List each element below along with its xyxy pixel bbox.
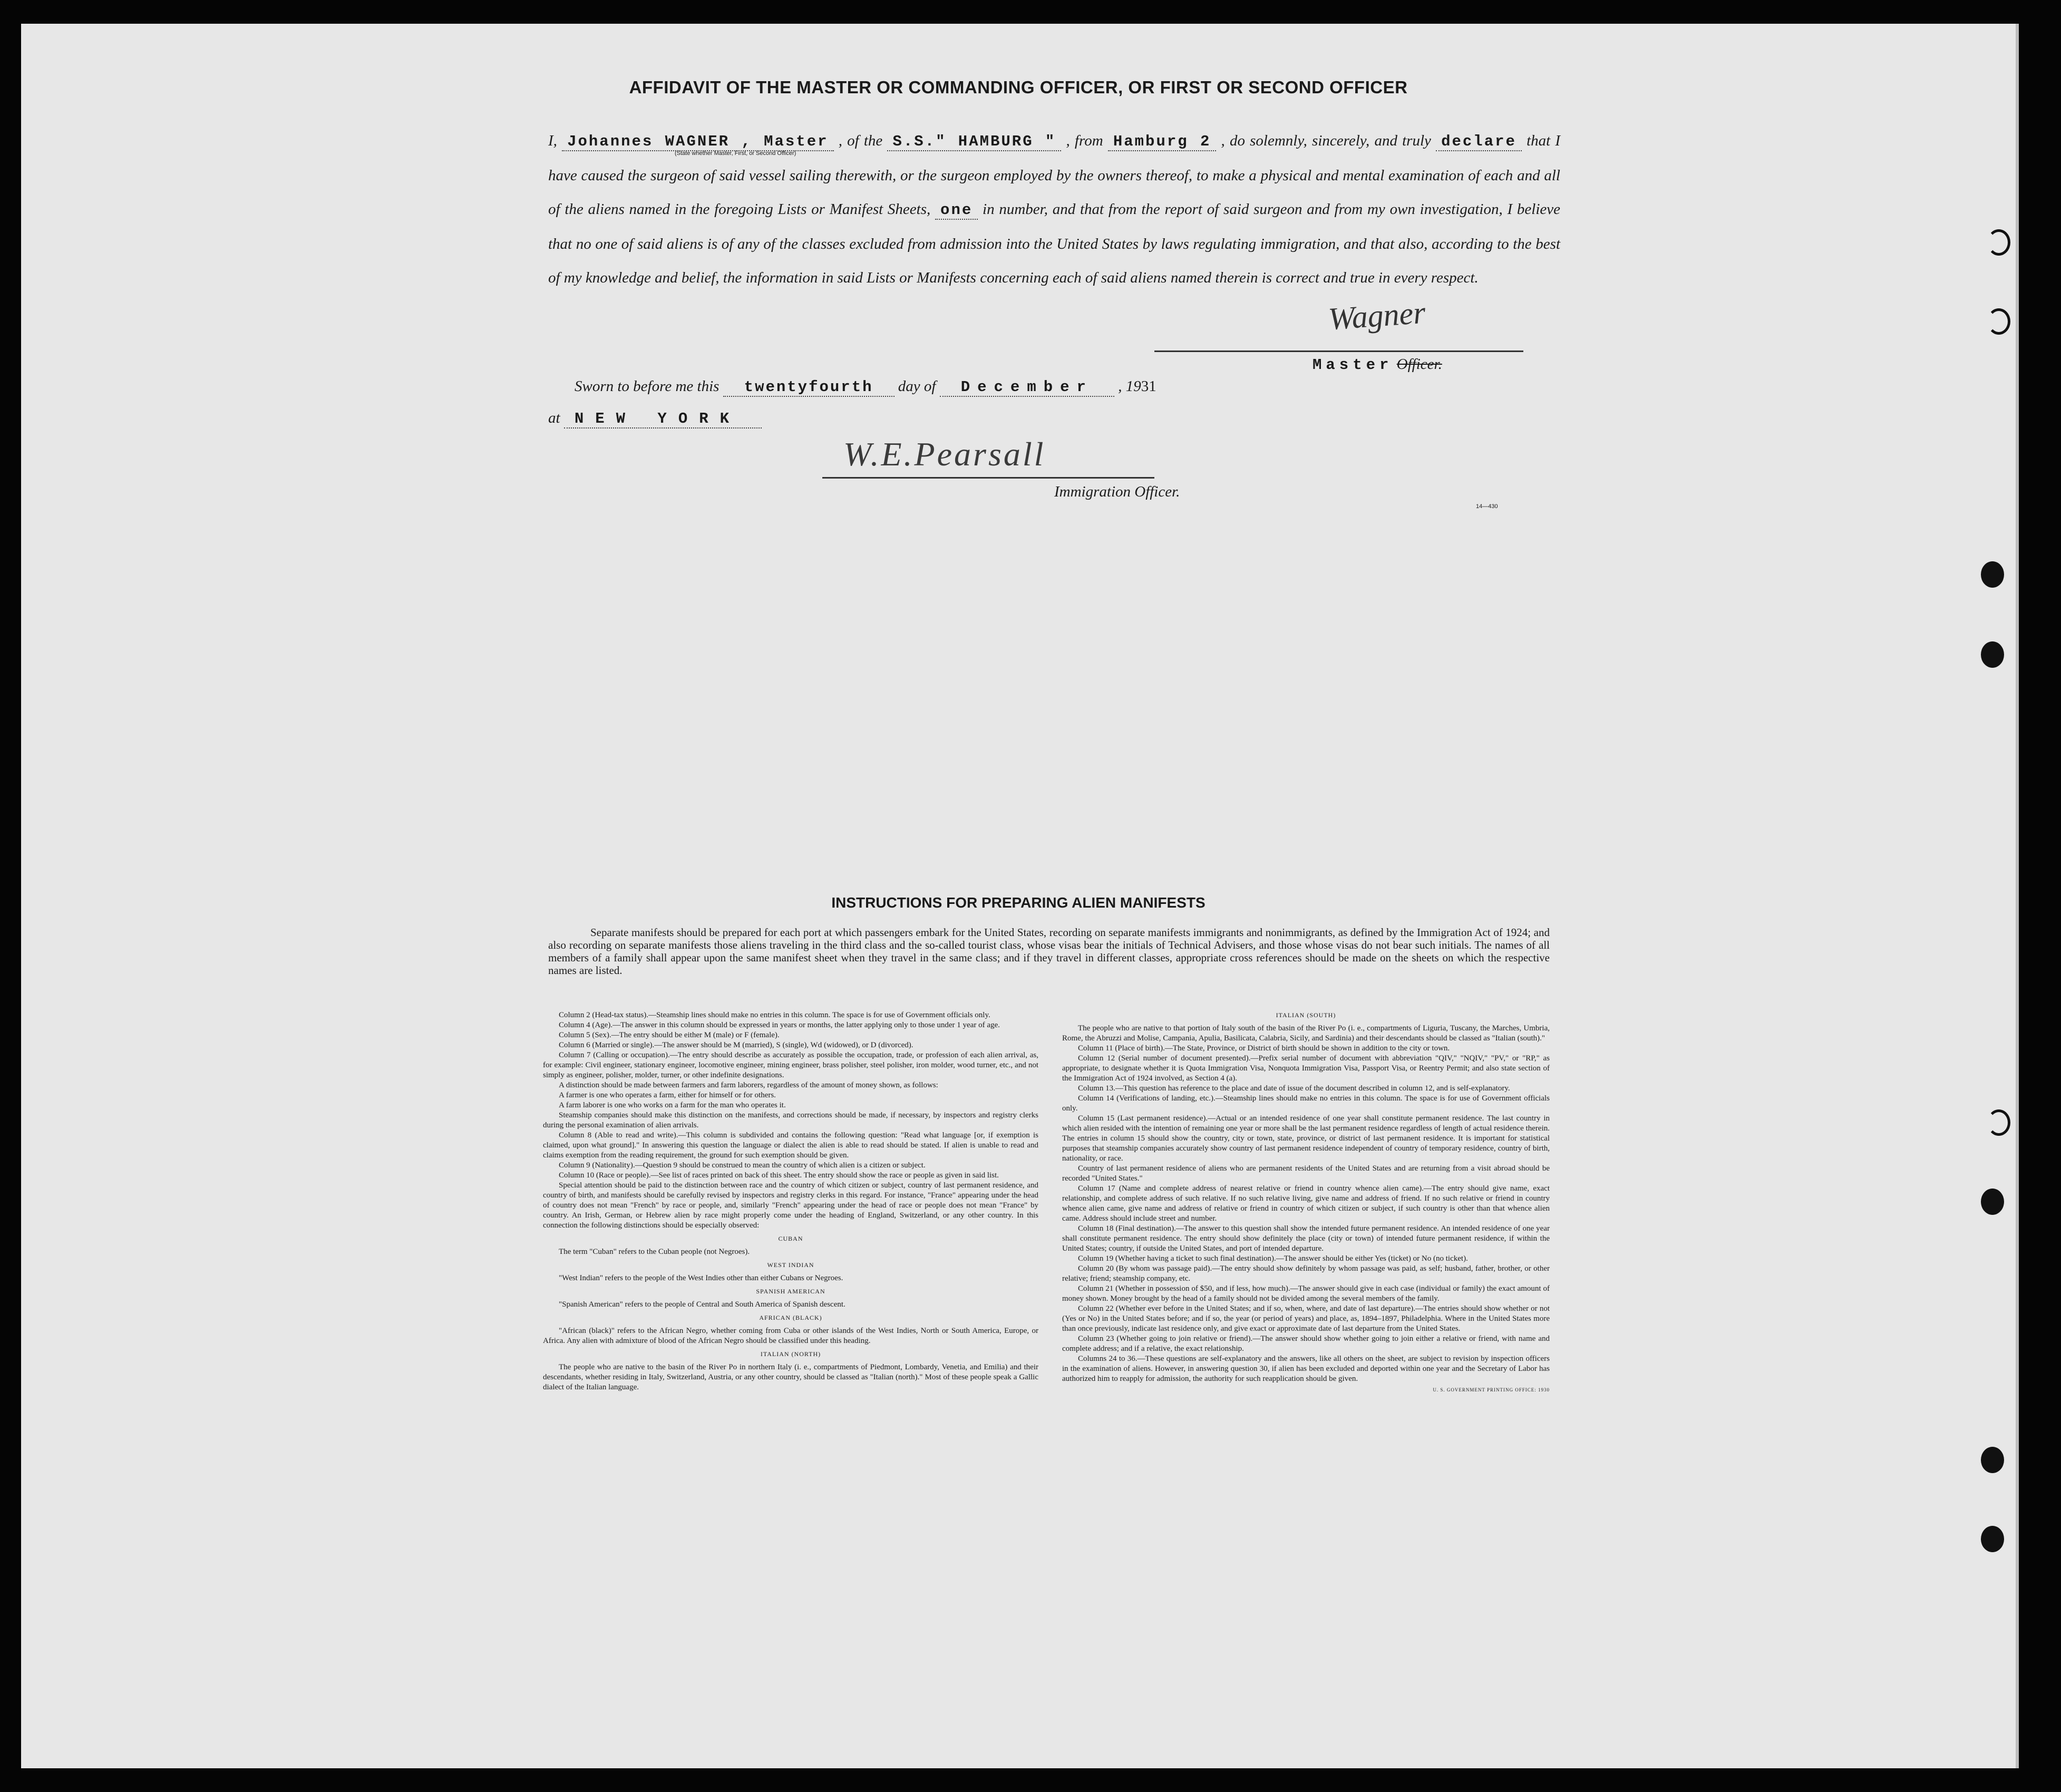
instruction-paragraph: A distinction should be made between farmers and farm laborers, regardless of the amount of money shown, as follows: [559, 1081, 938, 1089]
heading-italian-north: ITALIAN (NORTH) [760, 1350, 821, 1358]
binder-hole [1981, 641, 2004, 668]
officer-signature: W.E.Pearsall [843, 435, 1046, 473]
day-field: twentyfourth [723, 378, 895, 397]
heading-spanish-american: SPANISH AMERICAN [756, 1288, 825, 1295]
instruction-paragraph: Steamship companies should make this distinction on the manifests, and corrections should be made, if necessary, by inspectors and registry clerks during the personal examination of alien arrivals. [543, 1111, 1038, 1129]
instruction-paragraph: Column 2 (Head-tax status).—Steamship lines should make no entries in this column. The space is for use of Government officials only. [559, 1011, 990, 1019]
declare-field: declare [1436, 133, 1522, 151]
port-field: Hamburg 2 [1108, 133, 1217, 151]
instructions-left-column [543, 1010, 1038, 1392]
instruction-paragraph: Column 13.—This question has reference to the place and date of issue of the document described in column 12, and is self-explanatory. [1078, 1084, 1510, 1093]
instruction-paragraph: Column 9 (Nationality).—Question 9 should be construed to mean the country of which alien is a citizen or subject. [559, 1161, 926, 1170]
month-field: December [940, 378, 1114, 397]
instruction-paragraph: Column 11 (Place of birth).—The State, Province, or District of birth should be shown in addition to the city or town. [1078, 1044, 1450, 1053]
instruction-paragraph: Column 15 (Last permanent residence).—Actual or an intended residence of one year shall constitute permanent residence. The last country in which alien resided with the intention of remaining one year or more shall be the last permanent residence regardless of length of actual residence therein. The entries in column 15 should show the country, city or town, state, province, or district of last permanent residence. It is important for statistical purposes that steamship companies accurately show country of last permanent residence independent of country of temporary residence, country of birth, nationality, or race. [1062, 1114, 1550, 1163]
do-label: , do [1221, 132, 1245, 149]
from-label: , from [1066, 132, 1103, 149]
instruction-paragraph: Column 23 (Whether going to join relative or friend).—The answer should show whether going to join either a relative or friend, with name and complete address; and if a relative, the exact relationship. [1062, 1335, 1550, 1353]
place-field: NEW YORK [564, 410, 762, 428]
instruction-paragraph: Column 10 (Race or people).—See list of races printed on back of this sheet. The entry should show the race or people as given in said list. [559, 1171, 999, 1180]
instruction-paragraph: Column 7 (Calling or occupation).—The entry should describe as accurately as possible the occupation, trade, or profession of each alien arrival, as, for example: Civil engineer, stationary engineer, locomotive engineer, mining engineer, brass polisher, steel polisher, iron molder, wood turner, etc., and not simply as engineer, polisher, molder, turner, or other indefinite designations. [543, 1051, 1038, 1079]
heading-african: AFRICAN (BLACK) [759, 1314, 822, 1321]
instruction-paragraph: Column 20 (By whom was passage paid).—The entry should show definitely by whom passage was paid, as self; husband, father, brother, or other relative; friend; steamship company, etc. [1062, 1264, 1550, 1283]
instruction-paragraph: Column 5 (Sex).—The entry should be either M (male) or F (female). [559, 1031, 780, 1039]
heading-italian-south: ITALIAN (SOUTH) [1276, 1011, 1336, 1019]
instruction-paragraph: Column 4 (Age).—The answer in this column should be expressed in years or months, the latter applying only to those under 1 year of age. [559, 1021, 1000, 1029]
master-signature: Wagner [1327, 295, 1427, 337]
binder-hole [1987, 1109, 2010, 1136]
affidavit-text-1: that I have caused the surgeon of said vessel sailing therewith, or the surgeon employed by the owners thereof, to make a physical and mental examination of each and all of the aliens named in the foregoing Lists or Manifest Sheets, [548, 132, 1561, 218]
instructions-title: INSTRUCTIONS FOR PREPARING ALIEN MANIFESTS [831, 894, 1206, 911]
instruction-paragraph: Country of last permanent residence of aliens who are permanent residents of the United States and are returning from a visit abroad should be recorded "United States." [1062, 1164, 1550, 1183]
vessel-field: S.S." HAMBURG " [887, 133, 1061, 151]
instruction-paragraph: A farm laborer is one who works on a farm for the man who operates it. [559, 1101, 786, 1109]
at-label: at [548, 410, 560, 426]
spanish-american-text: "Spanish American" refers to the people of Central and South America of Spanish descent. [559, 1300, 845, 1309]
instruction-paragraph: Column 17 (Name and complete address of nearest relative or friend in country whence alien came).—The entry should give name, exact relationship, and complete address of such relative. If no such relative living, give name and address of friend. If no such relative or friend in country whence alien came, give name and address of relative or friend in country of which citizen or subject, if such country is other than that whence alien came. Address should include street and number. [1062, 1184, 1550, 1223]
sworn-text: Sworn to before me this [575, 378, 720, 395]
instruction-paragraph: Special attention should be paid to the distinction between race and the country of which citizen or subject, country of last permanent residence, and country of birth, and manifests should be carefully revised by inspectors and registry clerks in this regard. For instance, "France" appearing under the head of country does not mean "French" by race or people, and, similarly "French" appearing under the head of race or people does not mean "France" by country. An Irish, German, or Hebrew alien by race might properly come under the heading of England, Switzerland, or any other country. In this connection the following distinctions should be especially observed: [543, 1181, 1038, 1230]
heading-cuban: CUBAN [778, 1235, 803, 1242]
printer-imprint: U. S. GOVERNMENT PRINTING OFFICE: 1930 [1433, 1387, 1550, 1392]
instruction-paragraph: Column 18 (Final destination).—The answer to this question shall show the intended future permanent residence. An intended residence of one year shall constitute permanent residence. The entry should show definitely the place (city or town) of intended future permanent residence, if within the United States; country, if outside the United States, and port of intended departure. [1062, 1224, 1550, 1253]
affidavit-text-2: in number, and that from the report of said surgeon and from my own investigation, I believe that no one of said aliens is of any of the classes excluded from admission into the United States by laws regulating immigration, and that also, according to the best of my knowledge and belief, the information in said Lists or Manifests concerning each of said aliens named therein is correct and true in every respect. [548, 201, 1561, 286]
instruction-paragraph: A farmer is one who operates a farm, either for himself or for others. [559, 1091, 776, 1099]
instruction-paragraph: Column 22 (Whether ever before in the United States; and if so, when, where, and date of last departure).—The entries should show whether or not (Yes or No) in the United States before; and if so, the year (or period of years) and place, as, 1894–1897, Philadelphia. Where in the United States more than once previously, indicate last residence only, and give exact or approximate date of last departure from the United States. [1062, 1304, 1550, 1333]
cuban-text: The term "Cuban" refers to the Cuban people (not Negroes). [559, 1248, 750, 1256]
of-the-label: , of the [838, 132, 883, 149]
immigration-officer-label: Immigration Officer. [1054, 483, 1180, 500]
year-prefix: , 19 [1118, 378, 1141, 395]
heading-west-indian: WEST INDIAN [767, 1261, 814, 1269]
affidavit-body [548, 124, 1560, 295]
italian-north-text: The people who are native to the basin of the River Po in northern Italy (i. e., compartments of Piedmont, Lombardy, Venetia, and Emilia) and their descendants, whether residing in Italy, Switzerland, Austria, or any other country, should be classed as "Italian (north)." Most of these people speak a Gallic dialect of the Italian language. [543, 1363, 1038, 1391]
year-suffix: 31 [1141, 378, 1156, 395]
day-of-text: day of [898, 378, 936, 395]
solemnly-text: solemnly, sincerely, and truly [1250, 132, 1431, 149]
manifest-sheet [21, 24, 2019, 1768]
instruction-paragraph: The people who are native to that portion of Italy south of the basin of the River Po (i. e., compartments of Liguria, Tuscany, the Marches, Umbria, Rome, the Abruzzi and Molise, Campania, Apulia, Basilicata, Calabria, Sicily, and Sardinia) and their descendants should be classed as "Italian (south)." [1062, 1024, 1550, 1043]
instruction-paragraph: Column 14 (Verifications of landing, etc.).—Steamship lines should make no entries in this column. The space is for use of Government officials only. [1062, 1094, 1550, 1113]
instruction-paragraph: Column 21 (Whether in possession of $50, and if less, how much).—The answer should give in each case (individual or family) the exact amount of money shown. Money brought by the head of a family should not be divided among the several members of the family. [1062, 1284, 1550, 1303]
officer-label: Officer. [1396, 356, 1442, 373]
binder-hole [1981, 1447, 2004, 1473]
form-number: 14—430 [1476, 503, 1498, 510]
master-name-field: Johannes WAGNER , Master [562, 133, 833, 151]
i-label: I, [548, 132, 557, 149]
rank-note: (State whether Master, First, or Second Officer) [675, 150, 796, 157]
instruction-paragraph: Column 8 (Able to read and write).—This column is subdivided and contains the following question: "Read what language [or, if exemption is claimed, upon what ground]." In answering this question the language or dialect the alien is able to read should be stated. If alien is unable to read and claims exemption from the reading requirement, the ground for such exemption should be given. [543, 1131, 1038, 1160]
instruction-paragraph: Column 6 (Married or single).—The answer should be M (married), S (single), Wd (widowed), or D (divorced). [559, 1041, 913, 1049]
binder-hole [1981, 1526, 2004, 1552]
instructions-right-column [1062, 1010, 1550, 1395]
sworn-line [575, 378, 1156, 396]
african-text: "African (black)" refers to the African Negro, whether coming from Cuba or other islands of the West Indies, North or South America, Europe, or Africa. Any alien with admixture of blood of the African Negro should be classified under this heading. [543, 1327, 1038, 1345]
instruction-paragraph: Column 19 (Whether having a ticket to such final destination).—The answer should be either Yes (ticket) or No (no ticket). [1078, 1254, 1468, 1263]
binder-hole [1981, 561, 2004, 588]
affidavit-title: AFFIDAVIT OF THE MASTER OR COMMANDING OFFICER, OR FIRST OR SECOND OFFICER [629, 77, 1408, 97]
master-title-line [1313, 356, 1442, 374]
binder-hole [1987, 308, 2010, 335]
instruction-paragraph: Column 12 (Serial number of document presented).—Prefix serial number of document with abbreviation "QIV," "NQIV," "PV," or "RP," as appropriate, to designate whether it is Quota Immigration Visa, Nonquota Immigration Visa, Passport Visa, or Reentry Permit; and also state section of the Immigration Act of 1924 involved, as Section 4 (a). [1062, 1054, 1550, 1083]
master-label: Master [1313, 356, 1393, 374]
instructions-intro: Separate manifests should be prepared for each port at which passengers embark for the United States, recording on separate manifests immigrants and nonimmigrants, as defined by the Immigration Act of 1924; and also recording on separate manifests those aliens traveling in the third class and the so-called tourist class, whose visas bear the initials of Technical Advisers, and those whose visas do not bear such initials. The names of all members of a family shall appear upon the same manifest sheet when they travel in the same class; and if they travel in different classes, appropriate cross references should be made on the sheets on which the respective names are listed. [548, 926, 1550, 977]
place-line [548, 410, 762, 427]
binder-hole [1987, 229, 2010, 256]
west-indian-text: "West Indian" refers to the people of the West Indies other than either Cubans or Negroes. [559, 1274, 843, 1282]
binder-hole [1981, 1189, 2004, 1215]
instruction-paragraph: Columns 24 to 36.—These questions are self-explanatory and the answers, like all others on the sheet, are subject to revision by inspection officers in the examination of aliens. However, in answering question 30, if alien has been excluded and deported within one year and the Secretary of Labor has authorized him to reapply for admission, the authority for such reapplication should be given. [1062, 1355, 1550, 1383]
count-field: one [935, 201, 978, 220]
